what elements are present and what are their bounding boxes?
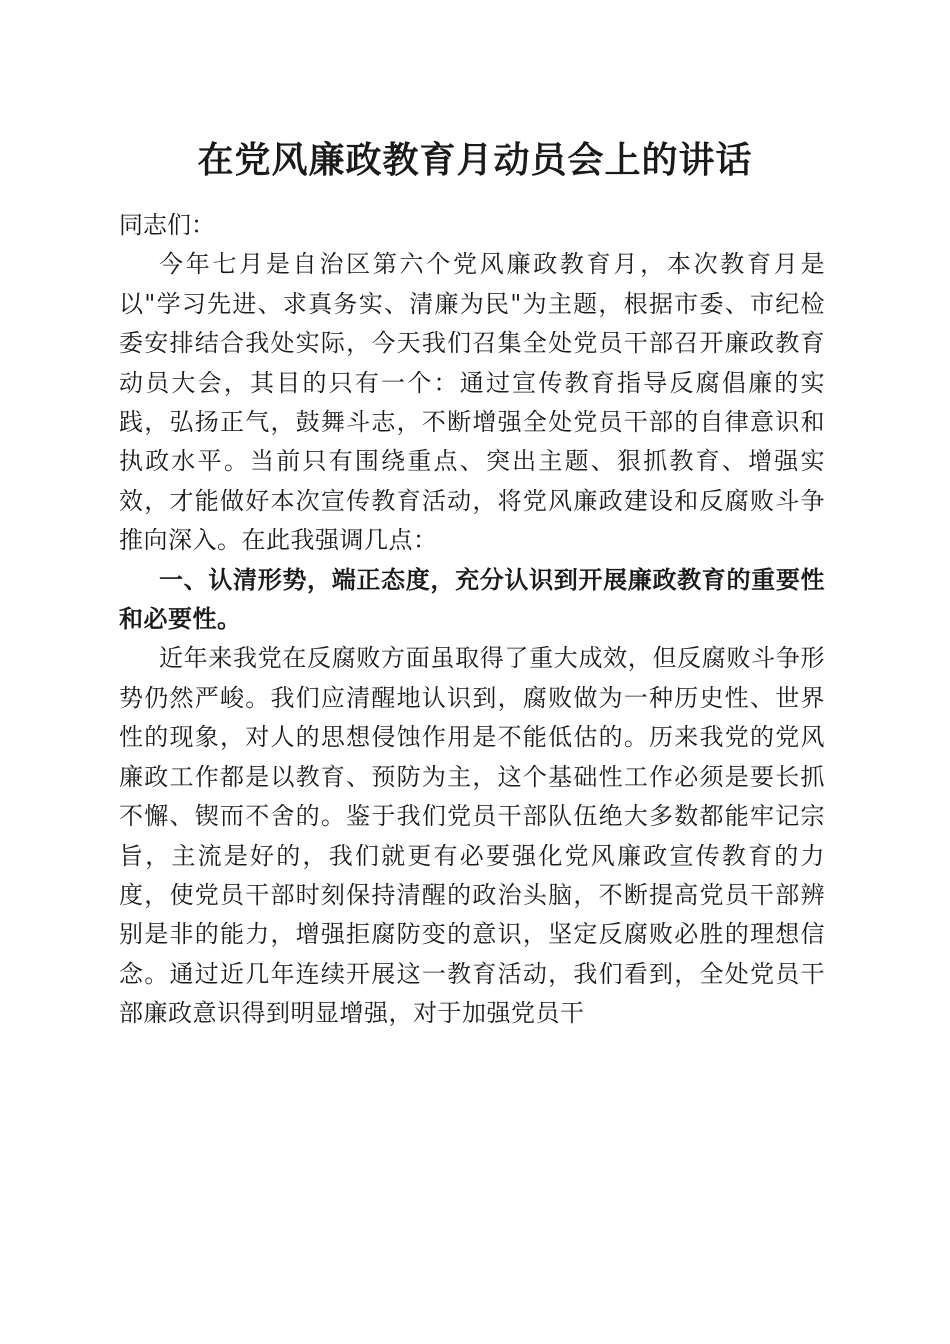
paragraph-intro: 今年七月是自治区第六个党风廉政教育月，本次教育月是以"学习先进、求真务实、清廉为民"为主题，根据市委、市纪检委安排结合我处实际，今天我们召集全处党员干部召开廉政教育动员大会，其目的只有一个：通过宣传教育指导反腐倡廉的实践，弘扬正气，鼓舞斗志，不断增强全处党员干部的自律意识和执政水平。当前只有围绕重点、突出主题、狠抓教育、增强实效，才能做好本次宣传教育活动，将党风廉政建设和反腐败斗争推向深入。在此我强调几点：: [119, 250, 825, 555]
section-heading-1: 一、认清形势，端正态度，充分认识到开展廉政教育的重要性和必要性。: [119, 565, 825, 634]
document-title: 在党风廉政教育月动员会上的讲话: [197, 139, 753, 181]
document-body: [119, 206, 825, 1034]
salutation: 同志们：: [119, 211, 215, 239]
paragraph-section-1: 近年来我党在反腐败方面虽取得了重大成效，但反腐败斗争形势仍然严峻。我们应清醒地认识到，腐败做为一种历史性、世界性的现象，对人的思想侵蚀作用是不能低估的。历来我党的党风廉政工作都是以教育、预防为主，这个基础性工作必须是要长抓不懈、锲而不舍的。鉴于我们党员干部队伍绝大多数都能牢记宗旨，主流是好的，我们就更有必要强化党风廉政宣传教育的力度，使党员干部时刻保持清醒的政治头脑，不断提高党员干部辨别是非的能力，增强拒腐防变的意识，坚定反腐败必胜的理想信念。通过近几年连续开展这一教育活动，我们看到，全处党员干部廉政意识得到明显增强，对于加强党员干: [119, 644, 825, 1028]
